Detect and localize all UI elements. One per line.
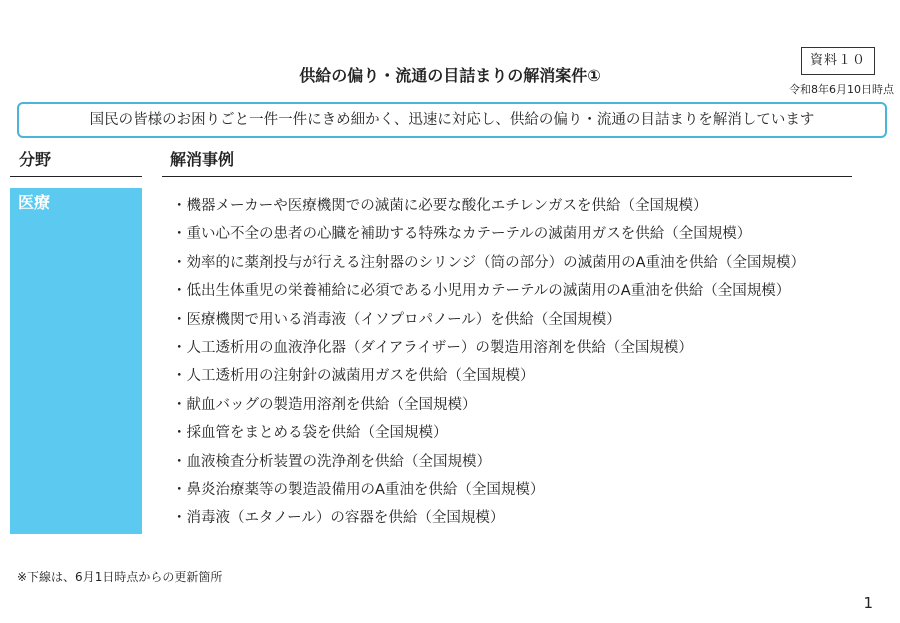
case-item: ・人工透析用の注射針の滅菌用ガスを供給（全国規模）: [172, 368, 535, 385]
summary-text: 国民の皆様のお困りごと一件一件にきめ細かく、迅速に対応し、供給の偏り・流通の目詰まりを解消しています: [89, 112, 815, 128]
case-item: ・献血バッグの製造用溶剤を供給（全国規模）: [172, 396, 477, 413]
page-number: 1: [863, 594, 873, 612]
cases-column-header: 解消事例: [170, 150, 235, 169]
case-item: ・医療機関で用いる消毒液（イソプロパノール）を供給（全国規模）: [172, 311, 621, 328]
case-item: ・効率的に薬剤投与が行える注射器のシリンジ（筒の部分）の滅菌用のA重油を供給（全国規模）: [172, 254, 806, 271]
cases-header-divider: [162, 176, 852, 177]
summary-box: [17, 102, 887, 138]
case-item: ・血液検査分析装置の洗浄剤を供給（全国規模）: [172, 453, 491, 470]
field-label: 医療: [18, 193, 51, 212]
case-item: ・消毒液（エタノール）の容器を供給（全国規模）: [172, 510, 505, 527]
case-item: ・機器メーカーや医療機関での滅菌に必要な酸化エチレンガスを供給（全国規模）: [172, 198, 708, 214]
case-list: [172, 192, 805, 533]
field-panel-medical: [10, 188, 142, 534]
case-item: ・鼻炎治療薬等の製造設備用のA重油を供給（全国規模）: [172, 482, 545, 499]
field-header-divider: [10, 176, 142, 177]
footnote: ※下線は、6月1日時点からの更新箇所: [17, 570, 223, 584]
case-item: ・採血管をまとめる袋を供給（全国規模）: [172, 425, 448, 442]
field-column-header: 分野: [19, 150, 52, 169]
as-of-date: 令和8年6月10日時点: [789, 83, 894, 96]
page-title: 供給の偏り・流通の目詰まりの解消案件①: [299, 66, 601, 85]
case-item: ・人工透析用の血液浄化器（ダイアライザー）の製造用溶剤を供給（全国規模）: [172, 340, 693, 357]
case-item: ・重い心不全の患者の心臓を補助する特殊なカテーテルの滅菌用ガスを供給（全国規模）: [172, 226, 752, 243]
case-item: ・低出生体重児の栄養補給に必須である小児用カテーテルの滅菌用のA重油を供給（全国規模）: [172, 283, 791, 300]
document-number-badge: 資料１０: [801, 47, 875, 75]
